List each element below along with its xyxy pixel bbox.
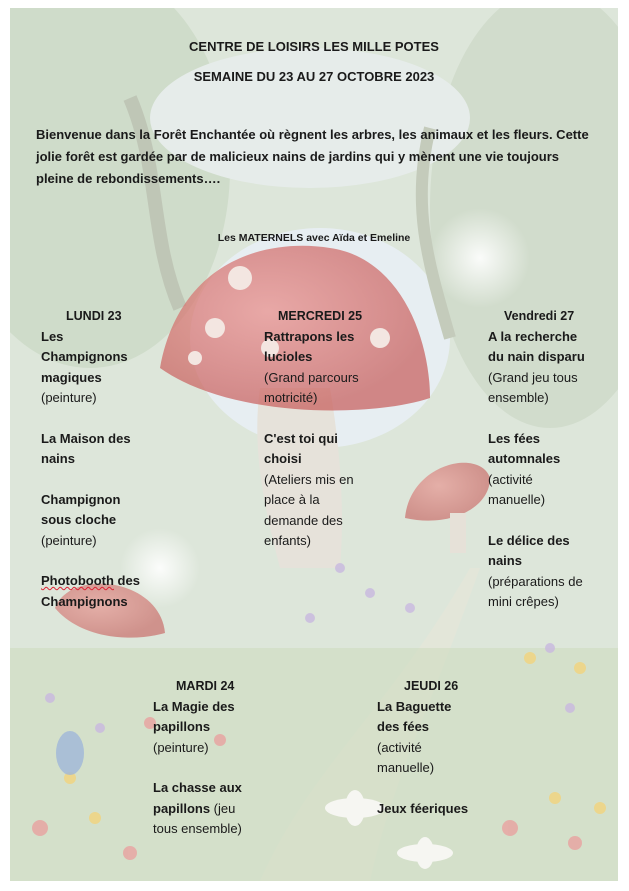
friday-activity-2: Les fées automnales (activité manuelle): [488, 430, 561, 507]
tuesday-activity-1: La Magie des papillons (peinture): [153, 698, 235, 755]
friday-activity-1: A la recherche du nain disparu (Grand jeu tous ensemble): [488, 328, 585, 405]
monday-activity-4: Photobooth des Champignons: [41, 573, 140, 609]
group-subtitle: Les MATERNELS avec Aïda et Emeline: [217, 232, 411, 244]
thursday-column: [377, 676, 477, 839]
wednesday-heading: MERCREDI 25: [278, 309, 363, 323]
monday-column: [41, 306, 151, 632]
wednesday-activity-2: C'est toi qui choisi (Ateliers mis en place à la demande des enfants): [264, 430, 354, 548]
tuesday-heading: MARDI 24: [176, 679, 235, 693]
friday-activity-3: Le délice des nains (préparations de mini crêpes): [488, 532, 583, 609]
wednesday-column: [264, 306, 364, 572]
friday-column: [488, 306, 588, 633]
monday-activity-2: La Maison des nains: [41, 430, 131, 466]
monday-heading: LUNDI 23: [66, 309, 122, 323]
wednesday-activity-1: Rattrapons les lucioles (Grand parcours motricité): [264, 328, 359, 405]
week-title: SEMAINE DU 23 AU 27 OCTOBRE 2023: [193, 69, 435, 84]
document-page: [10, 8, 618, 881]
page-title: CENTRE DE LOISIRS LES MILLE POTES: [189, 39, 439, 54]
tuesday-column: [153, 676, 248, 860]
thursday-heading: JEUDI 26: [404, 679, 459, 693]
tuesday-activity-2: La chasse aux papillons (jeu tous ensemble): [153, 780, 242, 836]
thursday-activity-2: Jeux féeriques: [377, 800, 469, 816]
monday-activity-1: Les Champignons magiques (peinture): [41, 328, 128, 405]
intro-paragraph: Bienvenue dans la Forêt Enchantée où règnent les arbres, les animaux et les fleurs. Cette jolie forêt est gardée par de malicieux nains de jardins qui y mènent une vie toujours pleine de rebondissements….: [36, 127, 589, 186]
friday-heading: Vendredi 27: [504, 309, 575, 323]
monday-activity-3: Champignon sous cloche (peinture): [41, 491, 121, 548]
thursday-activity-1: La Baguette des fées (activité manuelle): [377, 698, 452, 775]
